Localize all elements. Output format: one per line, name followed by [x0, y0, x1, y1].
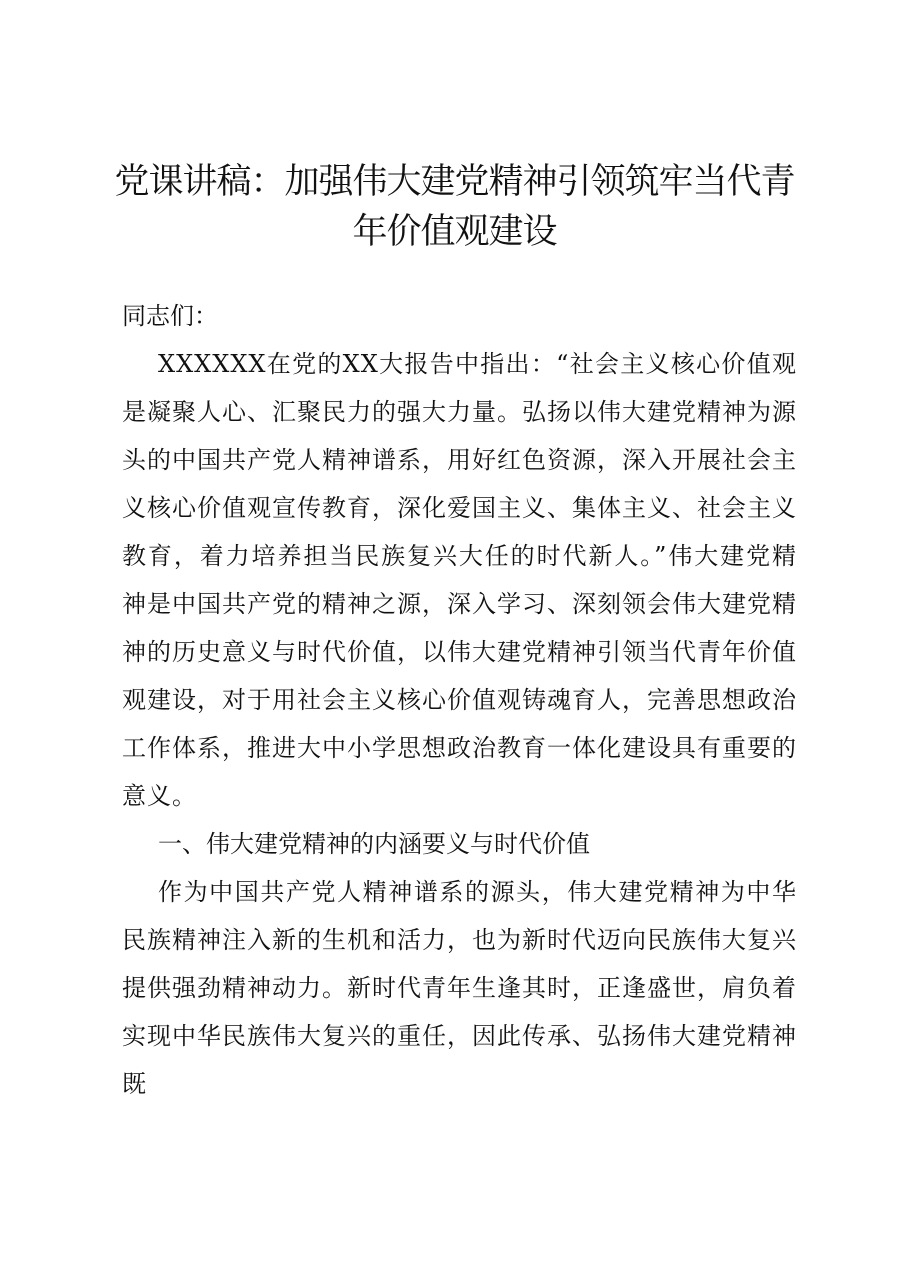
salutation: 同志们： — [122, 302, 218, 330]
document-title-line-1: 党课讲稿：加强伟大建党精神引领筑牢当代青 — [114, 162, 795, 202]
document-title-line-2: 年价值观建设 — [352, 212, 557, 252]
paragraph-section-1: 作为中国共产党人精神谱系的源头，伟大建党精神为中华民族精神注入新的生机和活力，也为新时代迈向民族伟大复兴提供强劲精神动力。新时代青年生逢其时，正逢盛世，肩负着实现中华民族伟大复兴的重任，因此传承、弘扬伟大建党精神既 — [122, 878, 797, 1098]
paragraph-intro: XXXXXX在党的XX大报告中指出：“社会主义核心价值观是凝聚人心、汇聚民力的强大力量。弘扬以伟大建党精神为源头的中国共产党人精神谱系，用好红色资源，深入开展社会主义核心价值观宣传教育，深化爱国主义、集体主义、社会主义教育，着力培养担当民族复兴大任的时代新人。”伟大建党精神是中国共产党的精神之源，深入学习、深刻领会伟大建党精神的历史意义与时代价值，以伟大建党精神引领当代青年价值观建设，对于用社会主义核心价值观铸魂育人，完善思想政治工作体系，推进大中小学思想政治教育一体化建设具有重要的意义。 — [122, 350, 797, 810]
section-heading-1: 一、伟大建党精神的内涵要义与时代价值 — [158, 830, 590, 858]
